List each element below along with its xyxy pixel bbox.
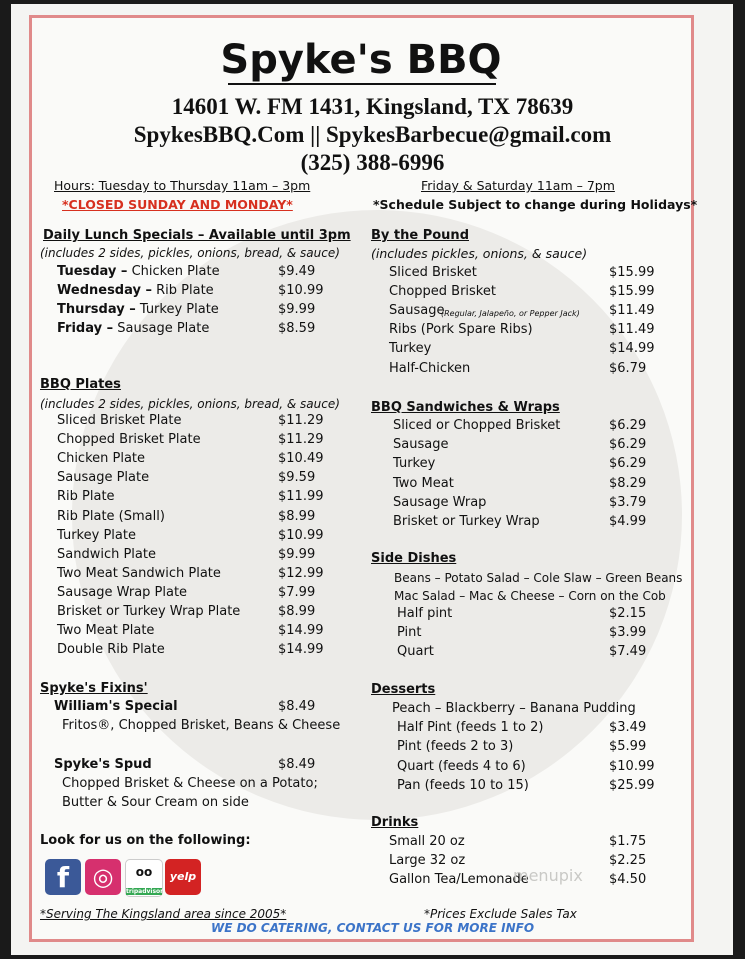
item-name: Chopped Brisket <box>389 284 496 300</box>
website-email: SpykesBBQ.Com || SpykesBarbecue@gmail.com <box>133 122 612 147</box>
item-price: $14.99 <box>278 623 324 639</box>
item-name: Ribs (Pork Spare Ribs) <box>389 322 533 338</box>
plates-note: (includes 2 sides, pickles, onions, bread, & sauce) <box>40 397 340 411</box>
item-name: Rib Plate <box>57 489 115 505</box>
holiday-note: *Schedule Subject to change during Holidays* <box>373 197 698 212</box>
spud-price: $8.49 <box>278 757 316 772</box>
item-name: Turkey <box>393 456 436 472</box>
item-price: $3.79 <box>609 494 647 510</box>
spud-desc-1: Chopped Brisket & Cheese on a Potato; <box>62 776 318 791</box>
sides-heading: Side Dishes <box>371 551 457 566</box>
item-name: Two Meat <box>393 475 454 491</box>
item-price: $10.99 <box>609 758 655 774</box>
item-name: Sausage Plate <box>57 470 150 486</box>
item-price: $9.49 <box>278 264 316 279</box>
item-name: Brisket or Turkey Wrap <box>393 514 540 529</box>
item-price: $12.99 <box>278 565 324 581</box>
item-price: $8.29 <box>609 475 647 491</box>
item-extra: (Regular, Jalapeño, or Pepper Jack) <box>441 309 580 319</box>
item-price: $9.99 <box>278 302 316 317</box>
facebook-icon[interactable]: f <box>45 859 81 895</box>
item-name: Turkey Plate <box>135 302 219 317</box>
sandwiches-heading: BBQ Sandwiches & Wraps <box>371 400 560 415</box>
tripadvisor-icon[interactable] <box>125 859 163 897</box>
item-price: $7.49 <box>609 644 647 659</box>
menupix-watermark: menupix <box>513 866 583 885</box>
item-label <box>57 283 214 299</box>
lunch-heading: Daily Lunch Specials – Available until 3pm <box>43 228 351 243</box>
item-price: $9.99 <box>278 546 316 562</box>
item-label <box>57 302 219 318</box>
fixins-heading: Spyke's Fixins' <box>40 681 148 696</box>
item-price: $15.99 <box>609 284 655 300</box>
yelp-icon[interactable]: yelp <box>165 859 201 895</box>
item-name: Double Rib Plate <box>57 642 165 658</box>
item-name: Brisket or Turkey Wrap Plate <box>57 604 241 619</box>
tripadvisor-label: tripadvisor <box>126 888 164 895</box>
day-label: Friday – <box>57 321 114 336</box>
item-name: Large 32 oz <box>389 853 466 868</box>
spud-desc-2: Butter & Sour Cream on side <box>62 795 249 810</box>
item-price: $3.49 <box>609 720 647 735</box>
day-label: Wednesday – <box>57 283 152 298</box>
lunch-note: (includes 2 sides, pickles, onions, bread, & sauce) <box>40 246 340 260</box>
item-name: Half Pint (feeds 1 to 2) <box>397 720 544 735</box>
item-name: Pint <box>397 625 422 640</box>
item-name: Small 20 oz <box>389 834 465 849</box>
item-price: $5.99 <box>609 739 647 755</box>
closed-notice: *CLOSED SUNDAY AND MONDAY* <box>62 197 293 212</box>
item-price: $11.29 <box>278 432 324 448</box>
desserts-flavors: Peach – Blackberry – Banana Pudding <box>392 701 636 716</box>
sides-list-line-2: Mac Salad – Mac & Cheese – Corn on the Cob <box>394 589 666 603</box>
william-special-name: William's Special <box>54 699 178 714</box>
item-price: $8.99 <box>278 508 316 524</box>
item-price: $6.29 <box>609 437 647 453</box>
tripadvisor-owl-icon: oo <box>135 865 153 879</box>
item-label <box>57 264 220 280</box>
item-name: Sliced Brisket <box>389 265 477 280</box>
desserts-heading: Desserts <box>371 682 436 697</box>
item-price: $10.49 <box>278 451 324 467</box>
item-price: $2.25 <box>609 853 647 868</box>
item-name: Chopped Brisket Plate <box>57 432 201 448</box>
item-price: $11.49 <box>609 322 655 338</box>
drinks-heading: Drinks <box>371 815 419 830</box>
item-price: $1.75 <box>609 834 647 849</box>
william-special-desc: Fritos®, Chopped Brisket, Beans & Cheese <box>62 718 341 733</box>
item-name: Sausage Plate <box>113 321 210 336</box>
pound-heading: By the Pound <box>371 228 469 243</box>
item-price: $8.99 <box>278 604 316 619</box>
item-price: $6.79 <box>609 360 647 376</box>
item-price: $8.59 <box>278 321 316 336</box>
phone-number: (325) 388-6996 <box>300 150 445 175</box>
item-name: Pint (feeds 2 to 3) <box>397 739 514 755</box>
hours-weekend: Friday & Saturday 11am – 7pm <box>421 178 615 193</box>
item-name: Sausage <box>393 437 449 453</box>
item-name: Rib Plate (Small) <box>57 508 165 524</box>
item-price: $11.99 <box>278 489 324 505</box>
item-price: $6.29 <box>609 418 647 433</box>
item-price: $10.99 <box>278 283 324 298</box>
address: 14601 W. FM 1431, Kingsland, TX 78639 <box>171 94 574 119</box>
item-name: Sausage <box>389 303 445 319</box>
item-name: Sliced or Chopped Brisket <box>393 418 561 433</box>
day-label: Tuesday – <box>57 264 128 279</box>
day-label: Thursday – <box>57 302 136 317</box>
spud-name: Spyke's Spud <box>54 757 152 772</box>
social-heading: Look for us on the following: <box>40 833 251 848</box>
item-name: Pan (feeds 10 to 15) <box>397 777 529 793</box>
item-name: Sliced Brisket Plate <box>57 413 182 428</box>
item-name: Two Meat Plate <box>57 623 155 639</box>
item-price: $14.99 <box>609 341 655 357</box>
item-name: Half-Chicken <box>389 360 471 376</box>
item-label <box>57 321 209 337</box>
tax-note: *Prices Exclude Sales Tax <box>424 907 577 921</box>
item-price: $10.99 <box>278 527 324 543</box>
item-price: $9.59 <box>278 470 316 486</box>
item-name: Turkey Plate <box>57 527 136 543</box>
sides-list-line-1: Beans – Potato Salad – Cole Slaw – Green Beans <box>394 571 683 585</box>
plates-heading: BBQ Plates <box>40 377 121 392</box>
item-price: $11.29 <box>278 413 324 428</box>
item-name: Quart (feeds 4 to 6) <box>397 758 526 774</box>
item-price: $4.99 <box>609 514 647 529</box>
serving-since: *Serving The Kingsland area since 2005* <box>40 907 287 921</box>
item-name: Chicken Plate <box>127 264 220 279</box>
item-name: Gallon Tea/Lemonade <box>389 872 529 887</box>
item-price: $4.50 <box>609 872 647 887</box>
item-name: Sandwich Plate <box>57 546 156 562</box>
item-name: Turkey <box>389 341 432 357</box>
pound-note: (includes pickles, onions, & sauce) <box>371 246 588 261</box>
item-price: $3.99 <box>609 625 647 640</box>
catering-banner: WE DO CATERING, CONTACT US FOR MORE INFO <box>210 921 535 935</box>
item-price: $15.99 <box>609 265 655 280</box>
restaurant-title: Spyke's BBQ <box>220 37 502 83</box>
hours-weekday: Hours: Tuesday to Thursday 11am – 3pm <box>54 178 311 193</box>
item-name: Rib Plate <box>152 283 214 298</box>
item-price: $2.15 <box>609 606 647 621</box>
item-name: Chicken Plate <box>57 451 146 467</box>
item-name: Sausage Wrap <box>393 494 487 510</box>
item-name: Quart <box>397 644 434 659</box>
william-special-price: $8.49 <box>278 699 316 714</box>
item-price: $25.99 <box>609 777 655 793</box>
instagram-icon[interactable]: ◎ <box>85 859 121 895</box>
item-name: Half pint <box>397 606 453 621</box>
item-name: Sausage Wrap Plate <box>57 584 188 600</box>
item-name: Two Meat Sandwich Plate <box>57 565 221 581</box>
item-price: $7.99 <box>278 584 316 600</box>
item-price: $11.49 <box>609 303 655 319</box>
item-price: $14.99 <box>278 642 324 658</box>
item-price: $6.29 <box>609 456 647 472</box>
title-underline <box>228 83 496 85</box>
